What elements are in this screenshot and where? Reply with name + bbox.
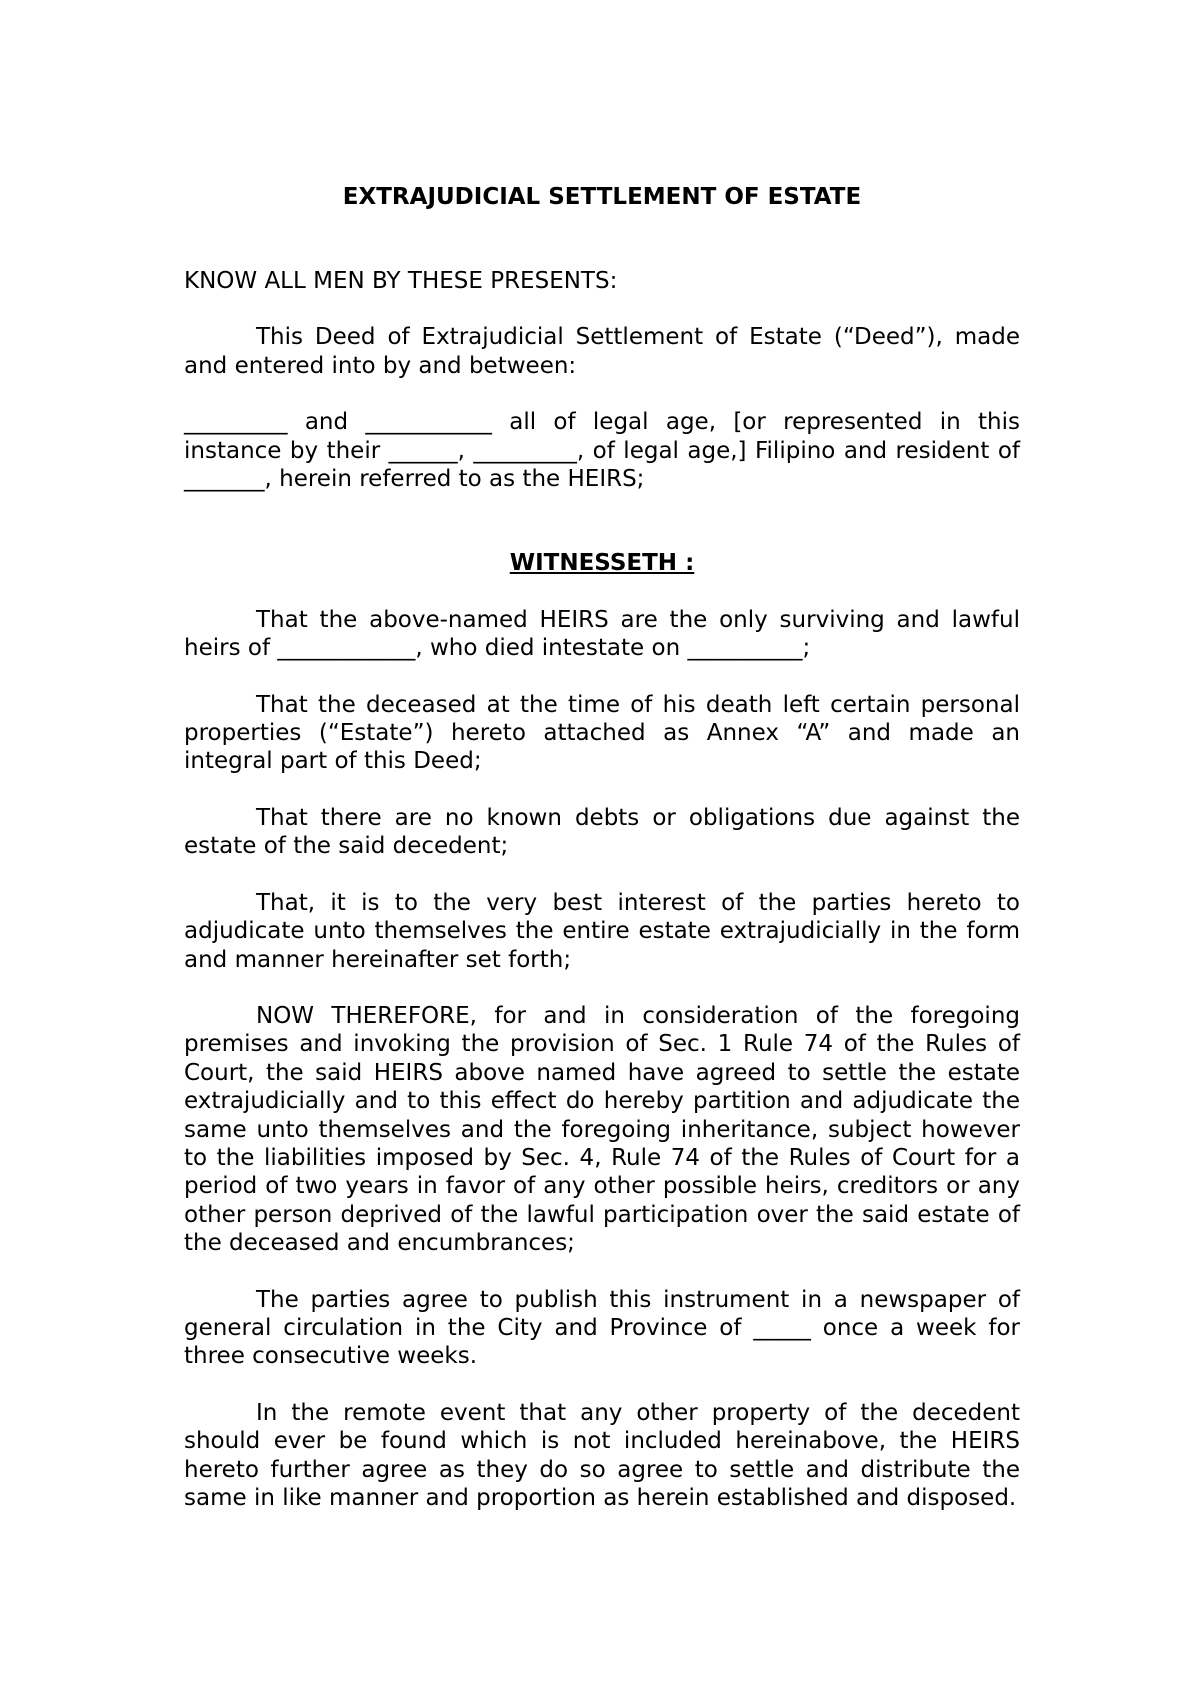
clause-publication: The parties agree to publish this instrument in a newspaper of general circulation in the City and Province of _____ once a week for three consecutive weeks.: [184, 1286, 1020, 1370]
clause-now-therefore: NOW THEREFORE, for and in consideration of the foregoing premises and invoking the provision of Sec. 1 Rule 74 of the Rules of Court, the said HEIRS above named have agreed to settle the estate extrajudicially and to this effect do hereby partition and adjudicate the same unto themselves and the foregoing inheritance, subject however to the liabilities imposed by Sec. 4, Rule 74 of the Rules of Court for a period of two years in favor of any other possible heirs, creditors or any other person deprived of the lawful participation over the said estate of the deceased and encumbrances;: [184, 1002, 1020, 1257]
document-title: EXTRAJUDICIAL SETTLEMENT OF ESTATE: [342, 184, 862, 210]
clause-estate: That the deceased at the time of his death left certain personal properties (“Estate”) hereto attached as Annex “A” and made an integral part of this Deed;: [184, 691, 1020, 775]
clause-heirs: That the above-named HEIRS are the only surviving and lawful heirs of ____________, who died intestate on __________;: [184, 606, 1020, 662]
clause-other-property: In the remote event that any other property of the decedent should ever be found which is not included hereinabove, the HEIRS hereto further agree as they do so agree to settle and distribute the same in like manner and proportion as herein established and disposed.: [184, 1399, 1020, 1511]
deed-paragraph: This Deed of Extrajudicial Settlement of Estate (“Deed”), made and entered into by and between:: [184, 324, 1020, 379]
document-page: [184, 183, 1020, 1512]
clause-debts: That there are no known debts or obligations due against the estate of the said decedent;: [184, 804, 1020, 860]
parties-paragraph: _________ and ___________ all of legal age, [or represented in this instance by their ______, _________, of legal age,] Filipino and resident of _______, herein referred to as the HEIRS;: [184, 409, 1020, 493]
intro-line: KNOW ALL MEN BY THESE PRESENTS:: [184, 268, 618, 294]
witnesseth-heading: WITNESSETH :: [509, 550, 695, 577]
clause-interest: That, it is to the very best interest of the parties hereto to adjudicate unto themselves the entire estate extrajudicially in the form and manner hereinafter set forth;: [184, 889, 1020, 973]
